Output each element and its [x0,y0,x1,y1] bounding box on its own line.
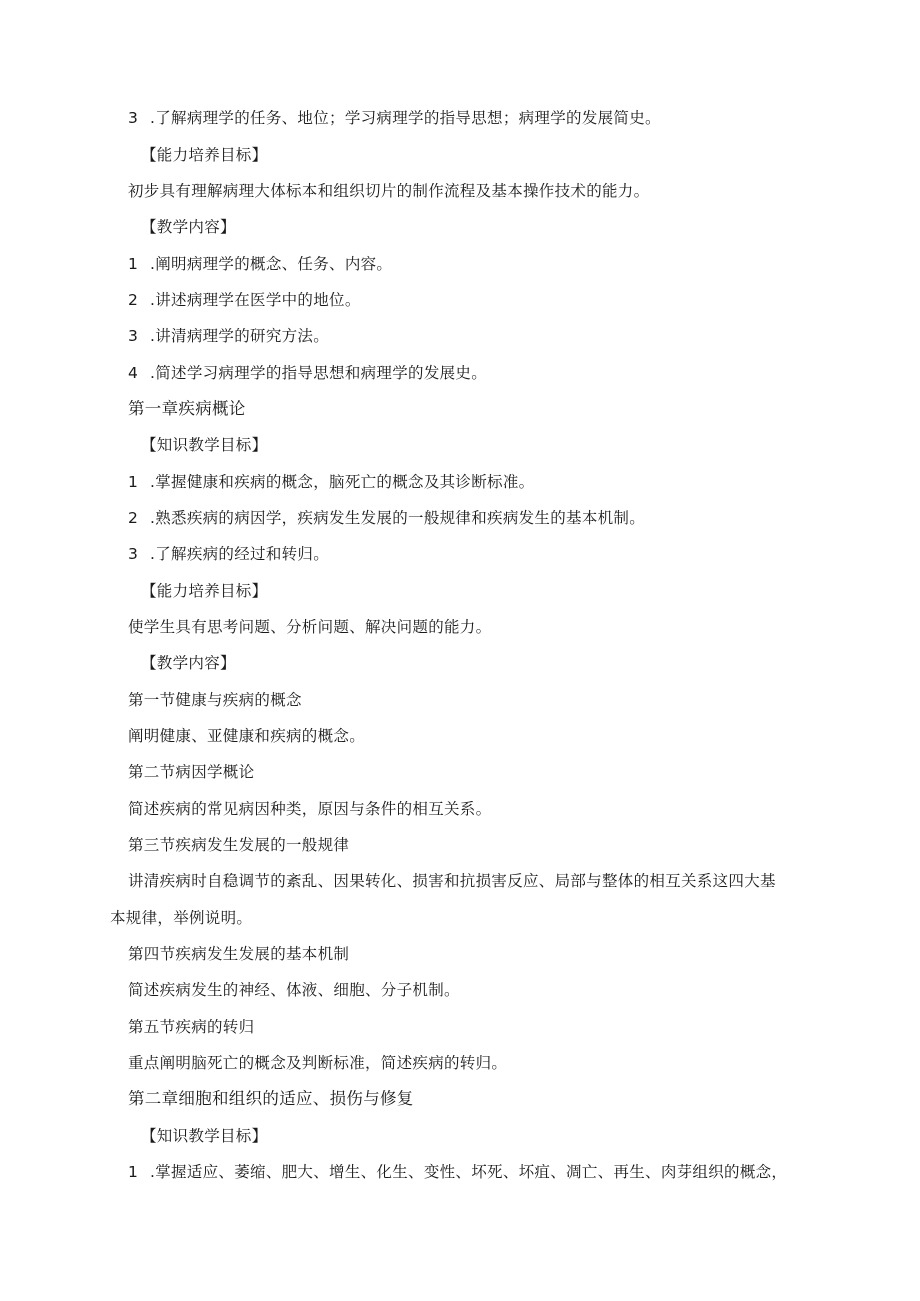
item-text: .熟悉疾病的病因学，疾病发生发展的一般规律和疾病发生的基本机制。 [150,509,646,527]
item-text: .讲清病理学的研究方法。 [150,327,330,345]
text-line-content-3 [128,326,329,346]
text-line-knowledge-1 [128,472,534,492]
item-text: .了解疾病的经过和转归。 [150,545,330,563]
text-line-content-1 [128,254,392,274]
text-line-knowledge-2 [128,508,645,528]
item-text: .掌握适应、萎缩、肥大、增生、化生、变性、坏死、坏疽、凋亡、再生、肉芽组织的概念， [150,1163,788,1181]
section-label-content: 【教学内容】 [141,218,236,236]
item-number: 4 [128,364,139,382]
text-line-knowledge-3 [128,544,329,564]
section-label-ability-2: 【能力培养目标】 [141,582,268,600]
text-line-objective-3 [128,108,661,128]
item-text: .阐明病理学的概念、任务、内容。 [150,255,393,273]
text-line-ability-2: 使学生具有思考问题、分析问题、解决问题的能力。 [128,618,492,636]
text-line-content-4 [128,363,487,383]
text-line-chapter-2-knowledge-1 [128,1162,787,1182]
item-number: 1 [128,473,139,491]
item-text: .简述学习病理学的指导思想和病理学的发展史。 [150,364,488,382]
section-1-text: 阐明健康、亚健康和疾病的概念。 [128,727,366,745]
section-label-ability: 【能力培养目标】 [141,146,268,164]
item-number: 2 [128,509,139,527]
section-3-text-line-1: 讲清疾病时自稳调节的紊乱、因果转化、损害和抗损害反应、局部与整体的相互关系这四大基 [128,872,776,890]
item-text: .讲述病理学在医学中的地位。 [150,291,361,309]
text-line-ability: 初步具有理解病理大体标本和组织切片的制作流程及基本操作技术的能力。 [128,182,650,200]
item-number: 3 [128,327,139,345]
item-text: .掌握健康和疾病的概念，脑死亡的概念及其诊断标准。 [150,473,535,491]
section-3-title: 第三节疾病发生发展的一般规律 [128,836,350,854]
item-number: 1 [128,255,139,273]
section-5-title: 第五节疾病的转归 [128,1018,255,1036]
item-number: 1 [128,1163,139,1181]
section-1-title: 第一节健康与疾病的概念 [128,691,302,709]
section-3-text-line-2: 本规律，举例说明。 [110,909,253,927]
chapter-1-title: 第一章疾病概论 [128,399,246,418]
text-line-content-2 [128,290,361,310]
section-label-knowledge: 【知识教学目标】 [141,436,268,454]
item-number: 3 [128,109,139,127]
item-text: .了解病理学的任务、地位；学习病理学的指导思想；病理学的发展简史。 [150,109,661,127]
section-2-title: 第二节病因学概论 [128,763,255,781]
chapter-2-title: 第二章细胞和组织的适应、损伤与修复 [128,1089,414,1108]
section-4-title: 第四节疾病发生发展的基本机制 [128,945,350,963]
section-label-content-2: 【教学内容】 [141,654,236,672]
item-number: 2 [128,291,139,309]
section-2-text: 简述疾病的常见病因种类，原因与条件的相互关系。 [128,800,492,818]
section-4-text: 简述疾病发生的神经、体液、细胞、分子机制。 [128,981,460,999]
section-5-text: 重点阐明脑死亡的概念及判断标准，简述疾病的转归。 [128,1054,508,1072]
section-label-knowledge-2: 【知识教学目标】 [141,1127,268,1145]
item-number: 3 [128,545,139,563]
